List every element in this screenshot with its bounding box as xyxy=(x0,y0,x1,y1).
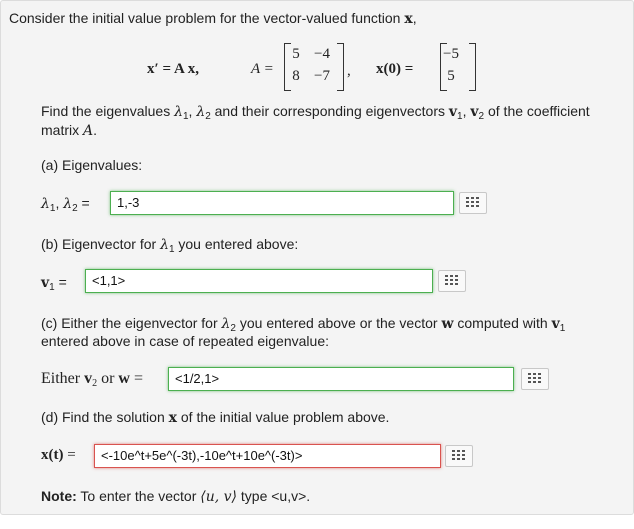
part-d-label xyxy=(41,447,76,464)
subscript: 1 xyxy=(559,323,566,334)
note-math: ⟨u, v⟩ xyxy=(200,489,238,505)
subscript: 1 xyxy=(457,111,463,122)
keypad-button[interactable] xyxy=(521,368,549,390)
lambda-symbol: λ xyxy=(221,316,231,332)
matrix-cell: −4 xyxy=(314,46,330,62)
prompt-line-1 xyxy=(41,102,590,126)
keypad-icon xyxy=(445,275,459,287)
prompt-text: of the coefficient xyxy=(487,103,590,119)
note-body: To enter the vector xyxy=(80,488,197,504)
heading-text: computed with xyxy=(457,315,548,331)
equals: = xyxy=(133,370,144,387)
heading-text: (d) Find the solution xyxy=(41,409,165,425)
subscript: 2 xyxy=(205,111,211,122)
equals: = xyxy=(67,447,76,463)
prompt-line-2 xyxy=(41,121,97,140)
heading-text: you entered above: xyxy=(178,236,299,252)
note-label: Note: xyxy=(41,488,77,504)
solution-input[interactable]: <-10e^t+5e^(-3t),-10e^t+10e^(-3t)> xyxy=(94,444,441,468)
intro-func: x xyxy=(404,11,413,27)
vector-symbol: v xyxy=(84,370,93,387)
equation-comma: , xyxy=(347,63,351,79)
label-text: or xyxy=(101,370,115,387)
lambda-symbol: λ xyxy=(63,196,73,212)
vector-symbol: v xyxy=(41,275,50,291)
subscript: 1 xyxy=(49,203,56,214)
matrix-symbol: A xyxy=(83,123,94,139)
period: . xyxy=(93,122,98,138)
vector-symbol: x xyxy=(168,410,177,426)
subscript: 2 xyxy=(230,323,236,334)
part-a-heading: (a) Eigenvalues: xyxy=(41,157,143,173)
separator: , xyxy=(462,103,467,119)
matrix-cell: −7 xyxy=(314,68,330,84)
matrix-cell: 5 xyxy=(292,46,300,62)
prompt-text: Find the eigenvalues xyxy=(41,103,171,119)
vector-symbol: v xyxy=(470,104,479,120)
keypad-icon xyxy=(466,197,480,209)
x0-right-bracket xyxy=(469,43,476,91)
vector-symbol: v xyxy=(551,316,560,332)
x0-cell: −5 xyxy=(443,46,459,62)
note-text xyxy=(41,487,310,506)
heading-text: (b) Eigenvector for xyxy=(41,236,157,252)
note-body: type <u,v>. xyxy=(240,488,311,504)
eigenvector-1-input[interactable]: <1,1> xyxy=(85,269,433,293)
keypad-button[interactable] xyxy=(438,270,466,292)
x0-label: x(0) = xyxy=(376,61,414,77)
vector-symbol: w xyxy=(118,370,130,387)
label-text: Either xyxy=(41,370,81,387)
keypad-icon xyxy=(452,450,466,462)
lambda-symbol: λ xyxy=(41,196,50,212)
intro-prefix: Consider the initial value problem for the vector-valued function xyxy=(9,10,401,26)
eigenvector-2-input[interactable]: <1/2,1> xyxy=(168,367,514,391)
intro-text xyxy=(9,9,417,28)
intro-suffix: , xyxy=(412,10,417,26)
subscript: 2 xyxy=(72,203,78,214)
part-b-label xyxy=(41,273,67,297)
prompt-text: and their corresponding eigenvectors xyxy=(214,103,446,119)
vector-symbol: v xyxy=(448,104,458,120)
equals: = xyxy=(58,274,67,290)
x0-cell: 5 xyxy=(447,68,455,84)
lambda-symbol: λ xyxy=(174,104,183,120)
keypad-button[interactable] xyxy=(445,445,473,467)
subscript: 1 xyxy=(49,282,55,293)
subscript: 2 xyxy=(92,378,98,389)
prompt-text: matrix xyxy=(41,122,80,138)
subscript: 1 xyxy=(182,111,189,122)
ode-lhs: x′ = A x, xyxy=(147,61,199,77)
part-c-label xyxy=(41,370,143,389)
keypad-button[interactable] xyxy=(459,192,487,214)
lambda-symbol: λ xyxy=(196,104,206,120)
subscript: 2 xyxy=(478,111,485,122)
separator: , xyxy=(188,103,193,119)
solution-symbol: x(t) xyxy=(41,447,64,463)
part-a-label xyxy=(41,194,90,218)
matrix-cell: 8 xyxy=(292,68,300,84)
matrix-right-bracket xyxy=(337,43,344,91)
keypad-icon xyxy=(528,373,542,385)
part-b-heading xyxy=(41,235,298,259)
subscript: 1 xyxy=(168,244,175,255)
equals: = xyxy=(81,195,90,211)
separator: , xyxy=(55,195,60,211)
matrix-a-label: A = xyxy=(251,61,274,77)
heading-text: of the initial value problem above. xyxy=(180,409,390,425)
vector-symbol: w xyxy=(441,316,454,332)
heading-text: you entered above or the vector xyxy=(239,315,438,331)
lambda-symbol: λ xyxy=(160,237,169,253)
heading-text: (c) Either the eigenvector for xyxy=(41,315,218,331)
part-c-line-2: entered above in case of repeated eigenvalue: xyxy=(41,333,329,349)
part-d-heading xyxy=(41,408,389,427)
eigenvalues-input[interactable]: 1,-3 xyxy=(110,191,454,215)
